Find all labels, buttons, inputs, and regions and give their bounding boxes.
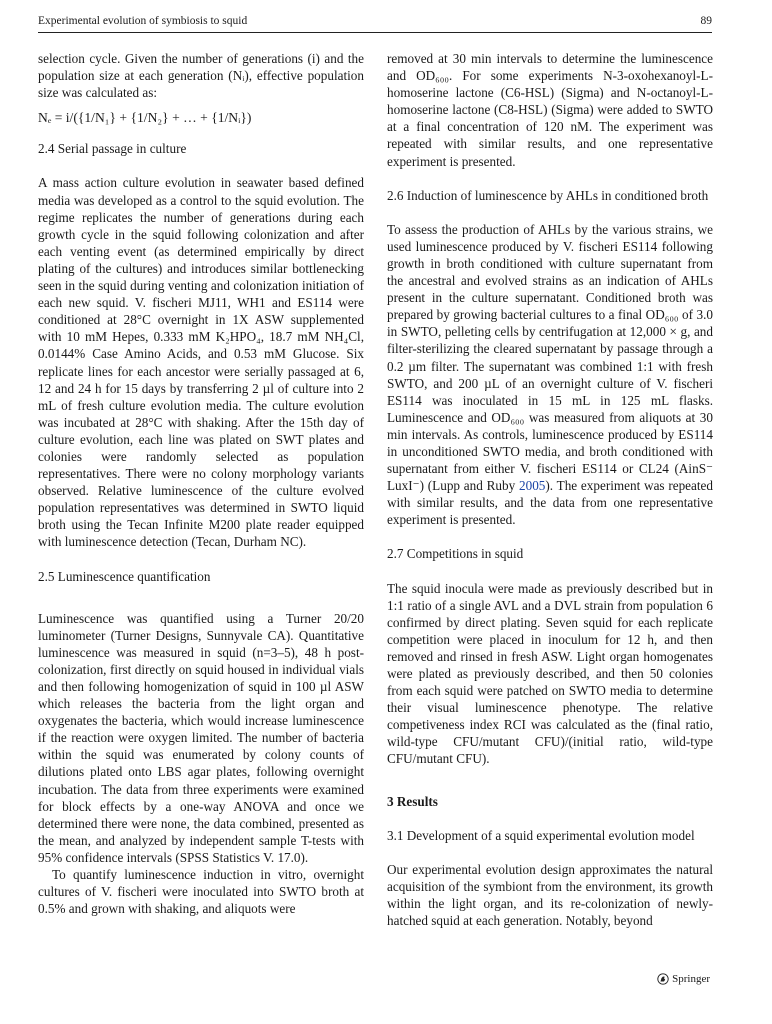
running-title: Experimental evolution of symbiosis to squid [38,15,248,27]
page-number: 89 [700,15,712,27]
section-heading-3-results: 3 Results [387,793,438,809]
springer-horse-icon [657,973,669,985]
paragraph-luminescence-induction: To quantify luminescence induction in vitro, overnight cultures of V. fischeri were inoculated into SWTO broth at 0.5% and grown with shaking, and aliquots were [38,867,364,917]
paragraph-population-size: selection cycle. Given the number of generations (i) and the population size at each generation (Nᵢ), effective population size was calculated as: [38,51,364,101]
section-heading-2-6: 2.6 Induction of luminescence by AHLs in conditioned broth [387,187,709,203]
right-column [387,50,713,929]
section-heading-3-1: 3.1 Development of a squid experimental evolution model [387,827,695,843]
paragraph-od600: removed at 30 min intervals to determine the luminescence and OD₆₀₀. For some experiments N-3-oxohexanoyl-L-homoserine lactone (C6-HSL) (Sigma) and N-octanoyl-L-homoserine lactone (C8-HSL) (Sigma) were added to SWTO at a final concentration of 120 nM. The experiment was repeated with similar results, and one representative experiment is presented. [387,51,713,169]
section-heading-2-4: 2.4 Serial passage in culture [38,141,187,157]
section-heading-2-7: 2.7 Competitions in squid [387,546,524,562]
section-heading-2-5: 2.5 Luminescence quantification [38,568,211,584]
ahl-text-post: ). The experiment was repeated with similar results, and the data from one representative experiment is presented. [387,478,713,528]
publisher-name: Springer [672,973,710,985]
paragraph-ahl-induction [387,221,713,529]
equation-effective-population: Nₑ = i/({1/N₁} + {1/N₂} + … + {1/Nᵢ}) [38,110,252,126]
paragraph-serial-passage: A mass action culture evolution in seawater based defined media was developed as a control to the squid evolution. The regime replicates the number of generations during each growth cycle in the squid following colonization and after each venting event (as determined empirically by direct plating of the cultures) and introduces similar bottlenecking seen in the squid during venting and colonization initiation of each new squid. V. fischeri MJ11, WH1 and ES114 were conditioned at 28°C overnight in 1X ASW supplemented with 10 mM Hepes, 0.333 mM K₂HPO₄, 18.7 mM NH₄Cl, 0.0144% Case Amino Acids, and 0.53 mM Glucose. Six replicate lines for each ancestor were serially passaged at 6, 12 and 24 h for 15 days by transferring 2 µl of culture into 2 mL of fresh culture evolution media. The culture evolution was incubated at 28°C with shaking. After the 15th day of culture evolution, each line was plated on SWT plates and colonies were randomly selected as population representatives. There were no colony morphology variants observed. Relative luminescence of the culture evolved population representatives was determined in SWTO liquid broth using the Tecan Infinite M200 plate reader equipped with luminescence detection (Tecan, Durham NC). [38,175,364,550]
paragraph-luminescence-quantification: Luminescence was quantified using a Turner 20/20 luminometer (Turner Designs, Sunnyvale CA). Quantitative luminescence was measured in squid (n=3–5), 48 h post-colonization, first directly on squid housed in individual vials and then following homogenization of squid in 100 µl ASW which releases the bacteria from the light organ and oxygenates the bacteria, which would increase luminescence if the reaction were oxygen limited. The number of bacteria within the squid was enumerated by colony counts of dilutions plated onto LBS agar plates, following overnight incubation. The data from three experiments were examined for block effects by a one-way ANOVA and once we determined there were none, the data combined, presented as the mean, and analyzed by independent sample T-tests with 95% confidence intervals (SPSS Statistics V. 17.0). [38,610,364,865]
ahl-text-pre: To assess the production of AHLs by the various strains, we used luminescence produced by V. fischeri ES114 following growth in broth conditioned with culture supernatant from the ancestral and evolved strains as an indication of AHLs present in the culture supernatant. Conditioned broth was prepared by growing bacterial cultures to a final OD₆₀₀ of 3.0 in SWTO, pelleting cells by centrifugation at 12,000 × g, and filter-sterilizing the cleared supernatant by passage through a 0.2 µm filter. The supernatant was combined 1:1 with fresh SWTO, and 200 µL of an overnight culture of V. fischeri ES114 was inoculated in 15 mL in 125 mL flasks. Luminescence and OD₆₀₀ was measured from aliquots at 30 min intervals. As controls, luminescence produced by ES114 in unconditioned SWTO media, and broth conditioned with supernatant from either V. fischeri ES114 or CL24 (AinS⁻ LuxI⁻) (Lupp and Ruby [387,221,713,494]
publisher-footer [657,973,710,985]
running-header [38,14,712,33]
left-column [38,50,364,917]
citation-link-lupp-ruby[interactable]: 2005 [519,478,546,494]
paragraph-squid-model: Our experimental evolution design approximates the natural acquisition of the symbiont from the environment, its growth within the light organ, and its re-colonization of newly-hatched squid at each generation. Notably, beyond [387,861,713,929]
paragraph-competitions: The squid inocula were made as previously described but in 1:1 ratio of a single AVL and a DVL strain from population 6 confirmed by direct plating. Seven squid for each replicate competition were placed in inoculum for 12 h, and then removed and rinsed in fresh ASW. Light organ homogenates were plated as previously described, and then 50 colonies from each squid were patched on SWTO media to determine their visual luminescence phenotype. The relative competiveness index RCI was calculated as the (final ratio, wild-type CFU/mutant CFU)/(initial ratio, wild-type CFU/mutant CFU). [387,580,713,767]
